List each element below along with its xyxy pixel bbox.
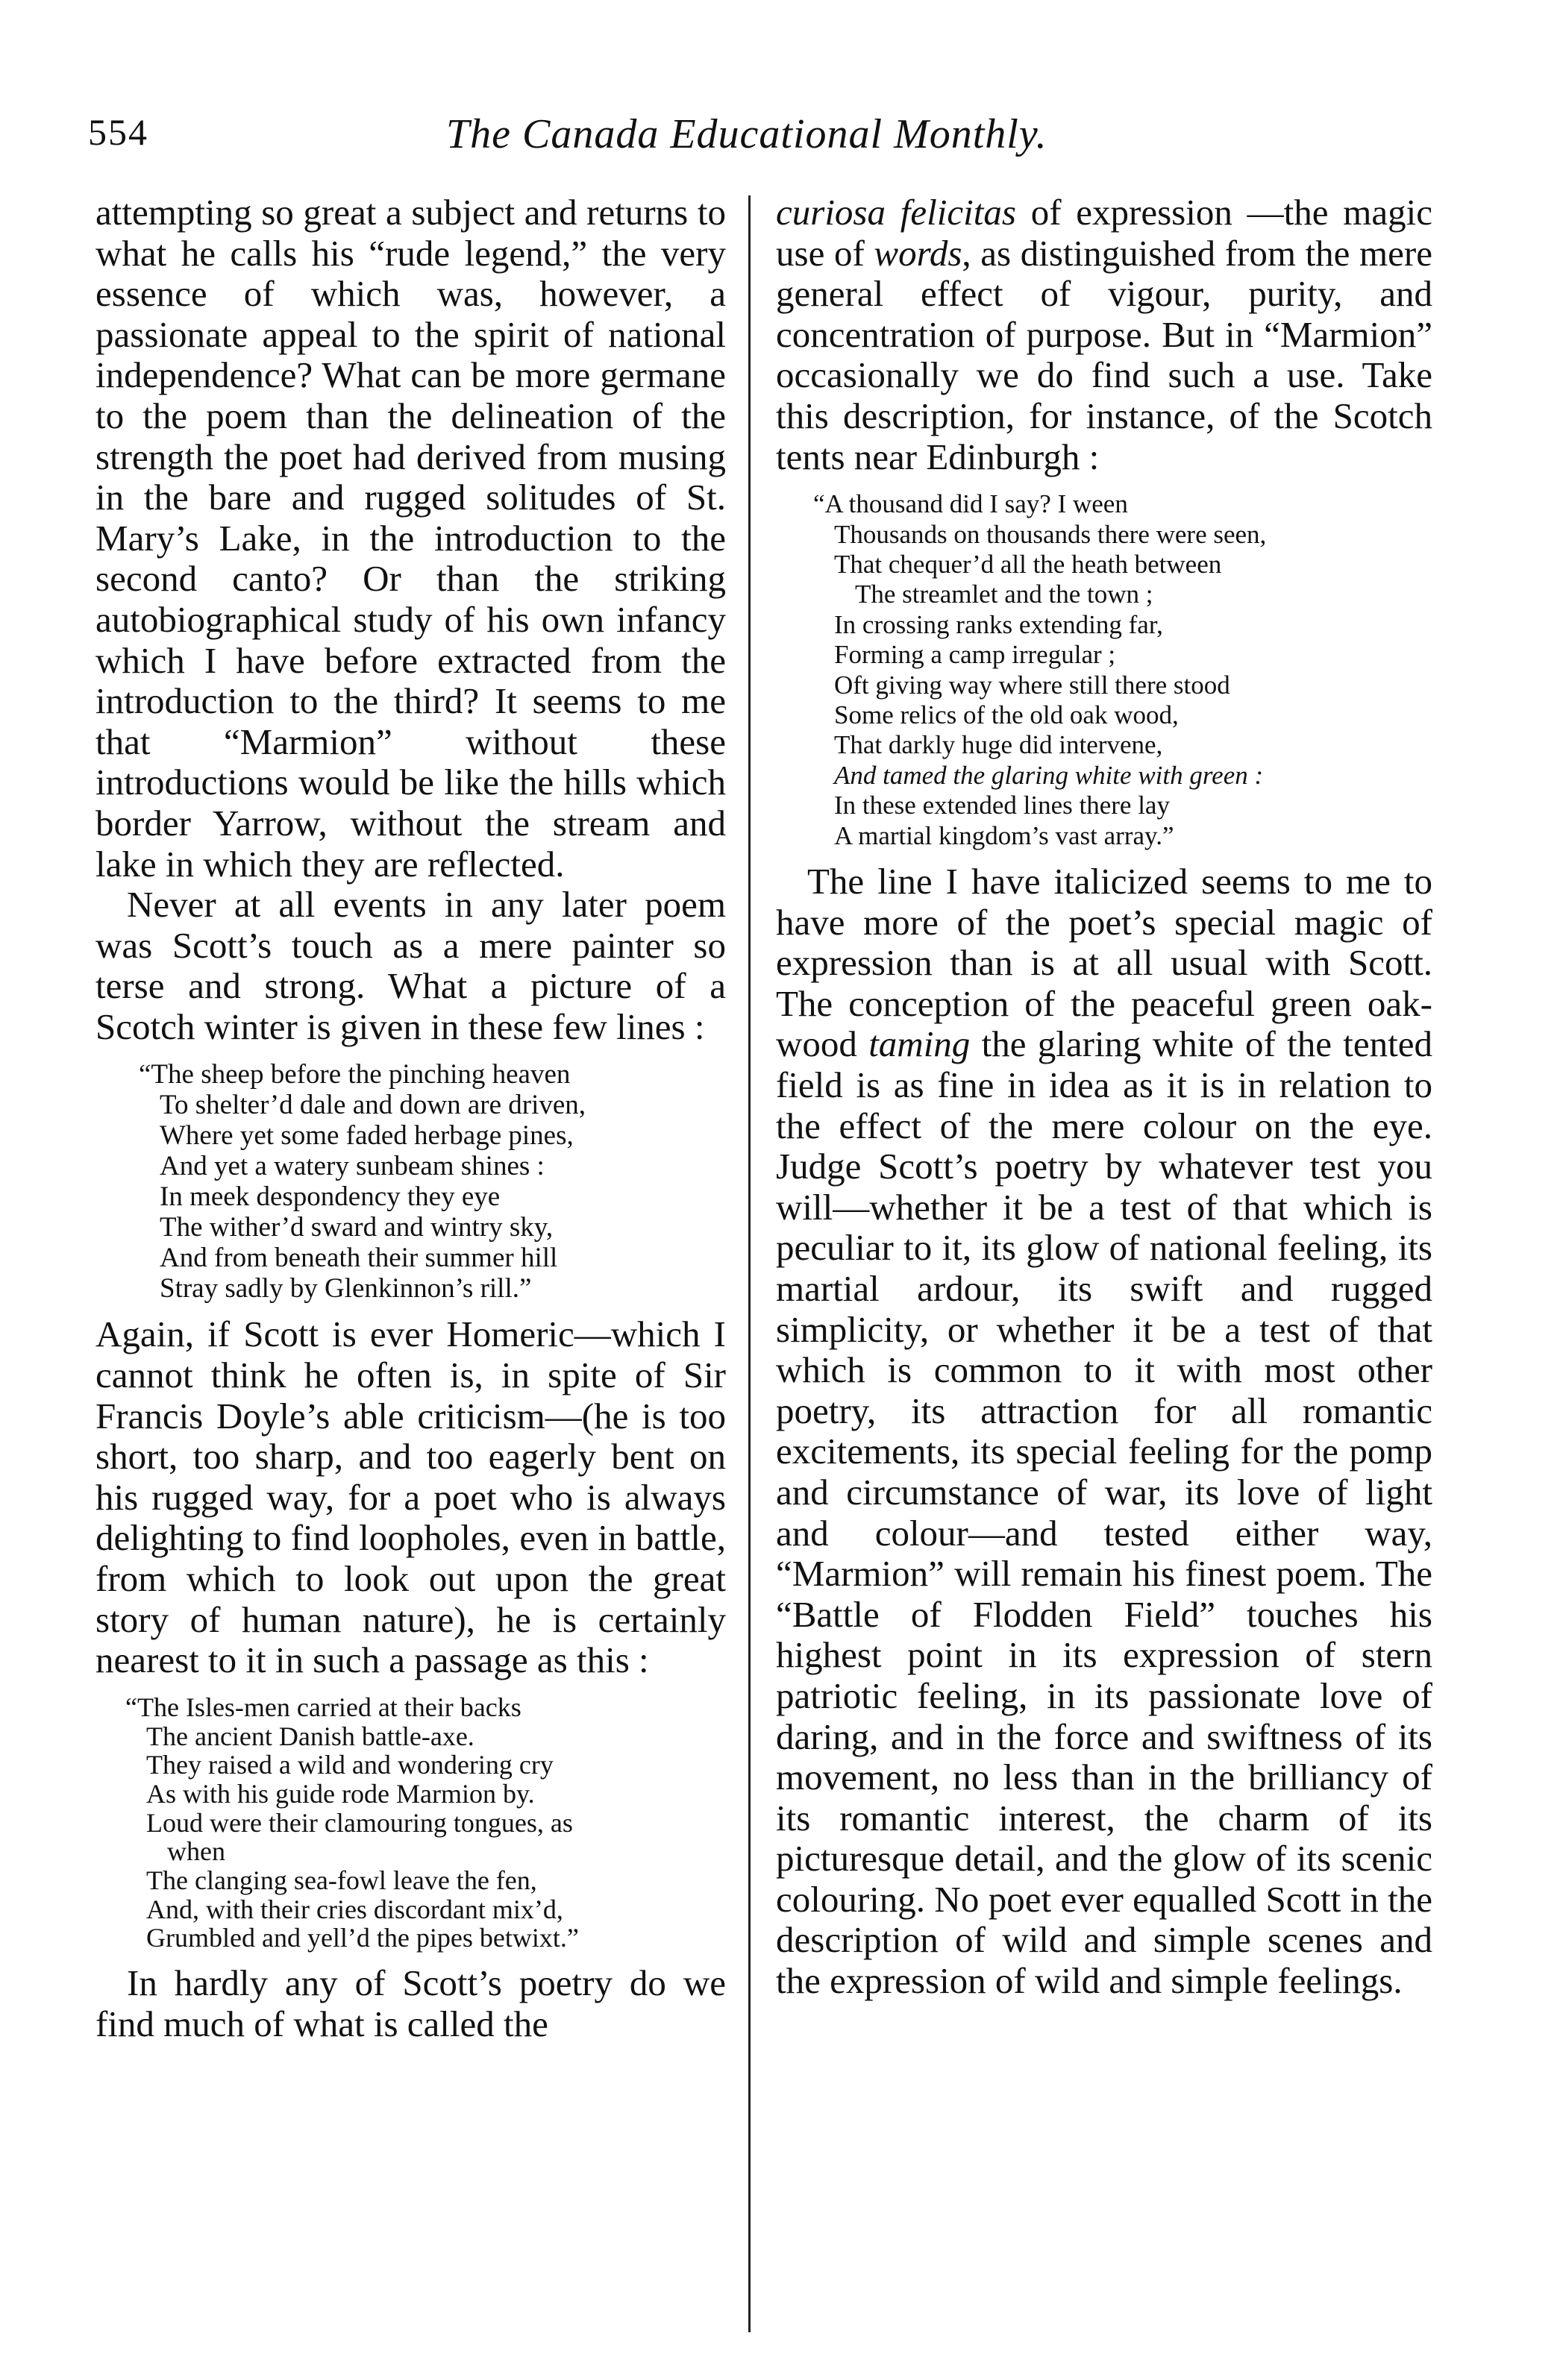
page-header bbox=[88, 110, 1431, 170]
verse-line: The ancient Danish battle-axe. bbox=[146, 1721, 474, 1751]
verse-line: That chequer’d all the heath between bbox=[834, 549, 1222, 579]
column-divider bbox=[748, 195, 751, 2332]
verse-line: That darkly huge did intervene, bbox=[834, 730, 1163, 760]
text-run: , as distinguished from the mere general effect of vigour, purity, and concentration of purpose. But in “Marmion” occasionally we do find such a use. Take this description, for instance, of the Scotch tents near Edinburgh : bbox=[776, 232, 1432, 477]
left-paragraph-2: Never at all events in any later poem was Scott’s touch as a mere painter so terse and strong. What a picture of a Scotch winter is given in these few lines : bbox=[95, 884, 726, 1047]
verse-line: when bbox=[167, 1836, 225, 1867]
verse-line: They raised a wild and wondering cry bbox=[146, 1750, 554, 1780]
verse-line: And from beneath their summer hill bbox=[160, 1243, 558, 1274]
verse-tents bbox=[813, 489, 1432, 851]
verse-line: Forming a camp irregular ; bbox=[834, 640, 1116, 670]
right-paragraph-2 bbox=[776, 861, 1432, 2002]
verse-line: “A thousand did I say? I ween bbox=[813, 489, 1128, 519]
left-paragraph-4: In hardly any of Scott’s poetry do we find much of what is called the bbox=[95, 1962, 726, 2044]
right-column bbox=[776, 192, 1432, 2002]
left-column bbox=[95, 192, 726, 2044]
verse-line: And yet a watery sunbeam shines : bbox=[160, 1151, 545, 1182]
verse-islesmen bbox=[125, 1693, 726, 1953]
italic-word: taming bbox=[868, 1023, 971, 1065]
verse-line: And, with their cries discordant mix’d, bbox=[146, 1894, 563, 1924]
verse-line: Oft giving way where still there stood bbox=[834, 670, 1230, 700]
verse-winter bbox=[139, 1059, 726, 1304]
verse-line: In crossing ranks extending far, bbox=[834, 609, 1163, 639]
left-paragraph-1: attempting so great a subject and returns to what he calls his “rude legend,” the very essence of which was, however, a passionate appeal to the spirit of national independence? What can be more germane to the poem than the delineation of the strength the poet had derived from musing in the bare and rugged solitudes of St. Mary’s Lake, in the introduction to the second canto? Or than the striking autobiographical study of his own infancy which I have before extracted from the introduction to the third? It seems to me that “Marmion” without these introductions would be like the hills which border Yarrow, without the stream and lake in which they are reflected. bbox=[95, 192, 726, 885]
left-paragraph-3: Again, if Scott is ever Homeric—which I cannot think he often is, in spite of Sir Francis Doyle’s able criticism—(he is too short, too sharp, and too eagerly bent on his rugged way, for a poet who is always delighting to find loopholes, even in battle, from which to look out upon the great story of human nature), he is certainly nearest to it in such a passage as this : bbox=[95, 1313, 726, 1681]
verse-line: As with his guide rode Marmion by. bbox=[146, 1778, 535, 1809]
verse-line: The streamlet and the town ; bbox=[855, 580, 1153, 609]
running-title: The Canada Educational Monthly. bbox=[446, 111, 1047, 157]
right-paragraph-1 bbox=[776, 192, 1432, 477]
text-run: of expression —the magic use of bbox=[776, 192, 1432, 274]
verse-line: Some relics of the old oak wood, bbox=[834, 700, 1179, 729]
verse-line: A martial kingdom’s vast array.” bbox=[834, 820, 1174, 850]
verse-line: In these extended lines there lay bbox=[834, 791, 1170, 820]
text-run: The line I have italicized seems to me to have more of the poet’s special magic of expression than is at all usual with Scott. The conception of the peaceful green oak-wood bbox=[776, 861, 1432, 1065]
text-run: the glaring white of the tented field is as fine in idea as it is in relation to the effect of the mere colour on the eye. Judge Scott’s poetry by whatever test you will—whether it be a test of that which is peculiar to it, its glow of national feeling, its martial ardour, its swift and rugged simplicity, or whether it be a test of that which is common to it with most other poetry, its attraction for all romantic excitements, its special feeling for the pomp and circumstance of war, its love of light and colour—and tested either way, “Marmion” will remain his finest poem. The “Battle of Flodden Field” touches his highest point in its expression of stern patriotic feeling, in its passionate love of daring, and in the force and swiftness of its movement, no less than in the brilliancy of its romantic interest, the charm of its picturesque detail, and the glow of its scenic colouring. No poet ever equalled Scott in the description of wild and simple scenes and the expression of wild and simple feelings. bbox=[776, 1023, 1432, 2002]
verse-line: Loud were their clamouring tongues, as bbox=[146, 1807, 573, 1838]
verse-line: Stray sadly by Glenkinnon’s rill.” bbox=[160, 1273, 532, 1304]
verse-line: “The sheep before the pinching heaven bbox=[139, 1059, 571, 1090]
verse-line: Grumbled and yell’d the pipes betwixt.” bbox=[146, 1923, 579, 1953]
italic-word: words bbox=[874, 232, 962, 274]
verse-line-italic: And tamed the glaring white with green : bbox=[834, 760, 1264, 790]
verse-line: In meek despondency they eye bbox=[160, 1181, 501, 1213]
page-number: 554 bbox=[88, 111, 148, 153]
verse-line: “The Isles-men carried at their backs bbox=[125, 1692, 521, 1722]
verse-line: To shelter’d dale and down are driven, bbox=[160, 1090, 586, 1121]
verse-line: The wither’d sward and wintry sky, bbox=[160, 1212, 554, 1243]
italic-phrase: curiosa felicitas bbox=[776, 192, 1016, 233]
verse-line: Thousands on thousands there were seen, bbox=[834, 519, 1267, 549]
verse-line: The clanging sea-fowl leave the fen, bbox=[146, 1865, 537, 1896]
verse-line: Where yet some faded herbage pines, bbox=[160, 1120, 574, 1152]
